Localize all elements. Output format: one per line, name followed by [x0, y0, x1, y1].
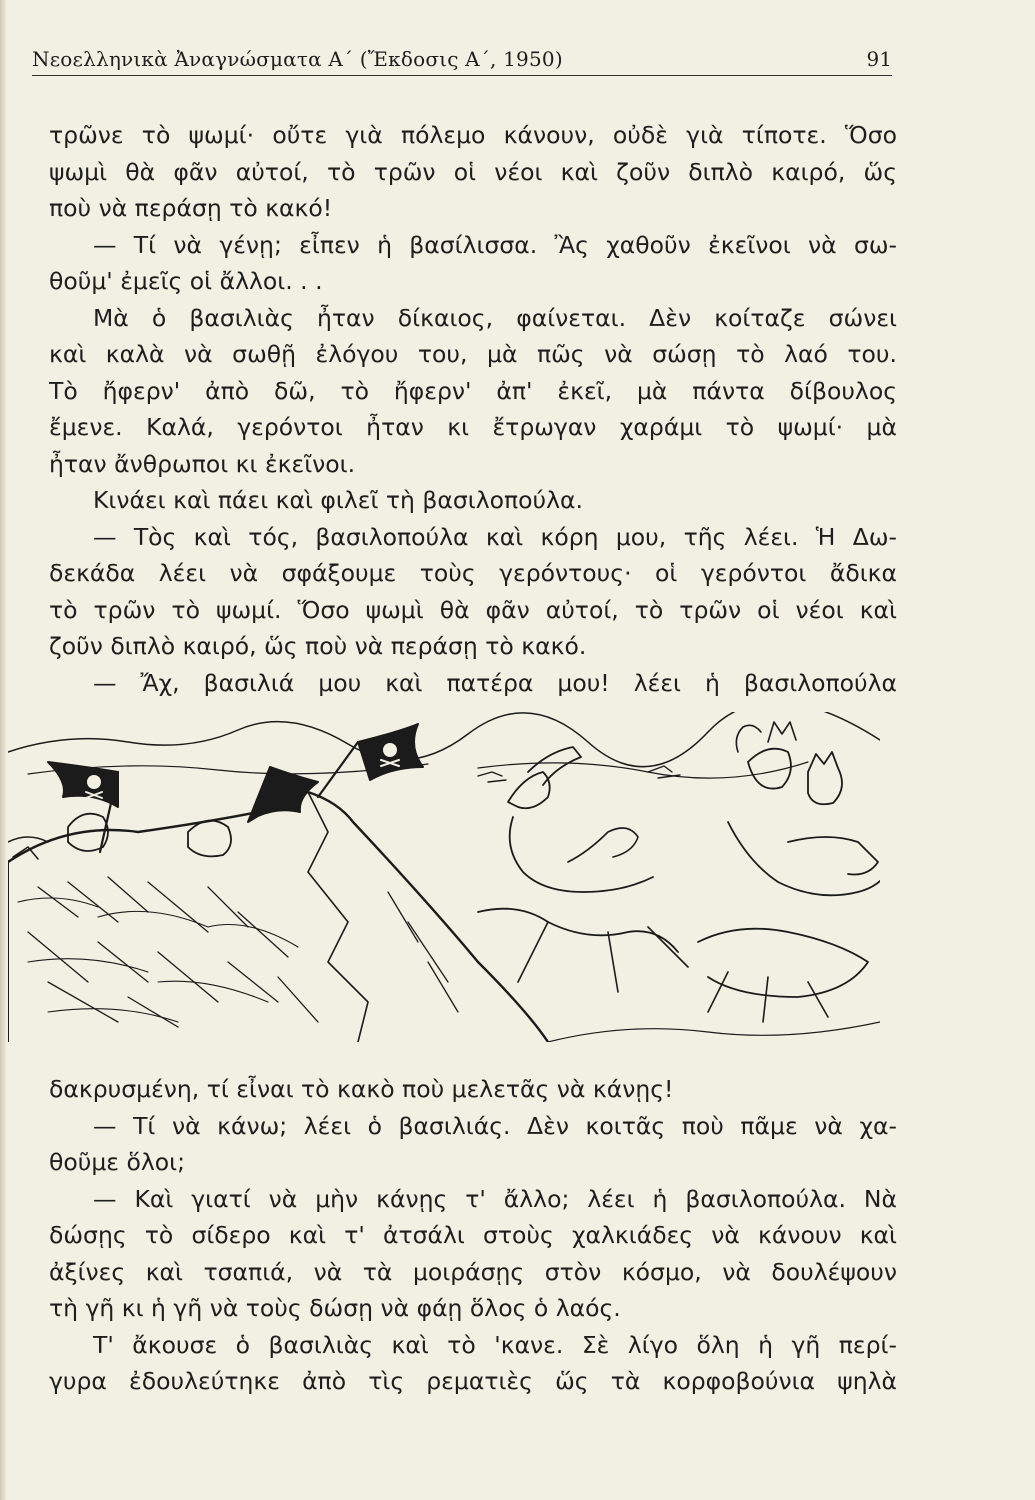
text-line: — Τὸς καὶ τός, βασιλοπούλα καὶ κόρη μου, τῆς λέει. Ἡ Δω-: [93, 522, 897, 551]
text-line: ἔμενε. Καλά, γερόντοι ἦταν κι ἔτρωγαν χαράμι τὸ ψωμί· μὰ: [49, 413, 897, 441]
text-line: θοῦμε ὅλοι;: [49, 1148, 186, 1176]
text-line: ποὺ νὰ περάσῃ τὸ κακό!: [49, 194, 333, 222]
illustration-horsemen: [8, 712, 880, 1042]
text-line: τὴ γῆ κι ἡ γῆ νὰ τοὺς δώσῃ νὰ φάῃ ὅλος ὁ λαός.: [49, 1294, 621, 1322]
page-number: 91: [866, 47, 892, 71]
text-line: Τ' ἄκουσε ὁ βασιλιὰς καὶ τὸ 'κανε. Σὲ λίγο ὅλη ἡ γῆ περί-: [93, 1330, 897, 1359]
text-block-bottom: [49, 1071, 897, 1400]
page-binding-edge: [0, 0, 6, 1500]
text-line: ἀξίνες καὶ τσαπιά, νὰ τὰ μοιράσῃς στὸν κόσμο, νὰ δουλέψουν: [49, 1257, 897, 1286]
text-line: γυρα ἐδουλεύτηκε ἀπὸ τὶς ρεματιὲς ὥς τὰ κορφοβούνια ψηλὰ: [49, 1367, 897, 1395]
text-line: ψωμὶ θὰ φᾶν αὐτοί, τὸ τρῶν οἱ νέοι καὶ ζοῦν διπλὸ καιρό, ὥς: [49, 157, 897, 186]
text-line: τρῶνε τὸ ψωμί· οὔτε γιὰ πόλεμο κάνουν, οὐδὲ γιὰ τίποτε. Ὅσο: [49, 121, 897, 149]
text-line: καὶ καλὰ νὰ σωθῇ ἐλόγου του, μὰ πῶς νὰ σώσῃ τὸ λαό του.: [49, 340, 897, 368]
text-block-top: [49, 117, 897, 701]
text-line: δεκάδα λέει νὰ σφάξουμε τοὺς γερόντους· οἱ γερόντοι ἄδικα: [49, 559, 897, 587]
text-line: — Ἄχ, βασιλιά μου καὶ πατέρα μου! λέει ἡ βασιλοπούλα: [93, 668, 897, 697]
text-line: ἦταν ἄνθρωποι κι ἐκεῖνοι.: [49, 449, 356, 478]
text-line: — Τί νὰ γένῃ; εἶπεν ἡ βασίλισσα. Ἂς χαθοῦν ἐκεῖνοι νὰ σω-: [93, 230, 897, 259]
running-header: [32, 45, 892, 76]
text-line: Τὸ ἤφερν' ἀπὸ δῶ, τὸ ἤφερν' ἀπ' ἐκεῖ, μὰ πάντα δίβουλος: [49, 376, 897, 405]
text-line: θοῦμ' ἐμεῖς οἱ ἄλλοι. . .: [49, 267, 323, 295]
text-line: τὸ τρῶν τὸ ψωμί. Ὅσο ψωμὶ θὰ φᾶν αὐτοί, τὸ τρῶν οἱ νέοι καὶ: [49, 595, 897, 624]
book-title: Νεοελληνικὰ Ἀναγνώσματα Α΄ (Ἔκδοσις Α΄, 1950): [32, 47, 563, 71]
text-line: — Καὶ γιατί νὰ μὴν κάνῃς τ' ἄλλο; λέει ἡ βασιλοπούλα. Νὰ: [93, 1184, 897, 1213]
text-line: — Τί νὰ κάνω; λέει ὁ βασιλιάς. Δὲν κοιτᾶς ποὺ πᾶμε νὰ χα-: [93, 1111, 897, 1140]
text-line: Μὰ ὁ βασιλιὰς ἦταν δίκαιος, φαίνεται. Δὲν κοίταζε σώνει: [93, 303, 897, 332]
text-line: ζοῦν διπλὸ καιρό, ὥς ποὺ νὰ περάσῃ τὸ κακό.: [49, 632, 587, 660]
text-line: δακρυσμένη, τί εἶναι τὸ κακὸ ποὺ μελετᾶς νὰ κάνῃς!: [49, 1075, 674, 1103]
text-line: Κινάει καὶ πάει καὶ φιλεῖ τὴ βασιλοπούλα.: [93, 486, 584, 514]
text-line: δώσῃς τὸ σίδερο καὶ τ' ἀτσάλι στοὺς χαλκιάδες νὰ κάνουν καὶ: [49, 1221, 897, 1249]
